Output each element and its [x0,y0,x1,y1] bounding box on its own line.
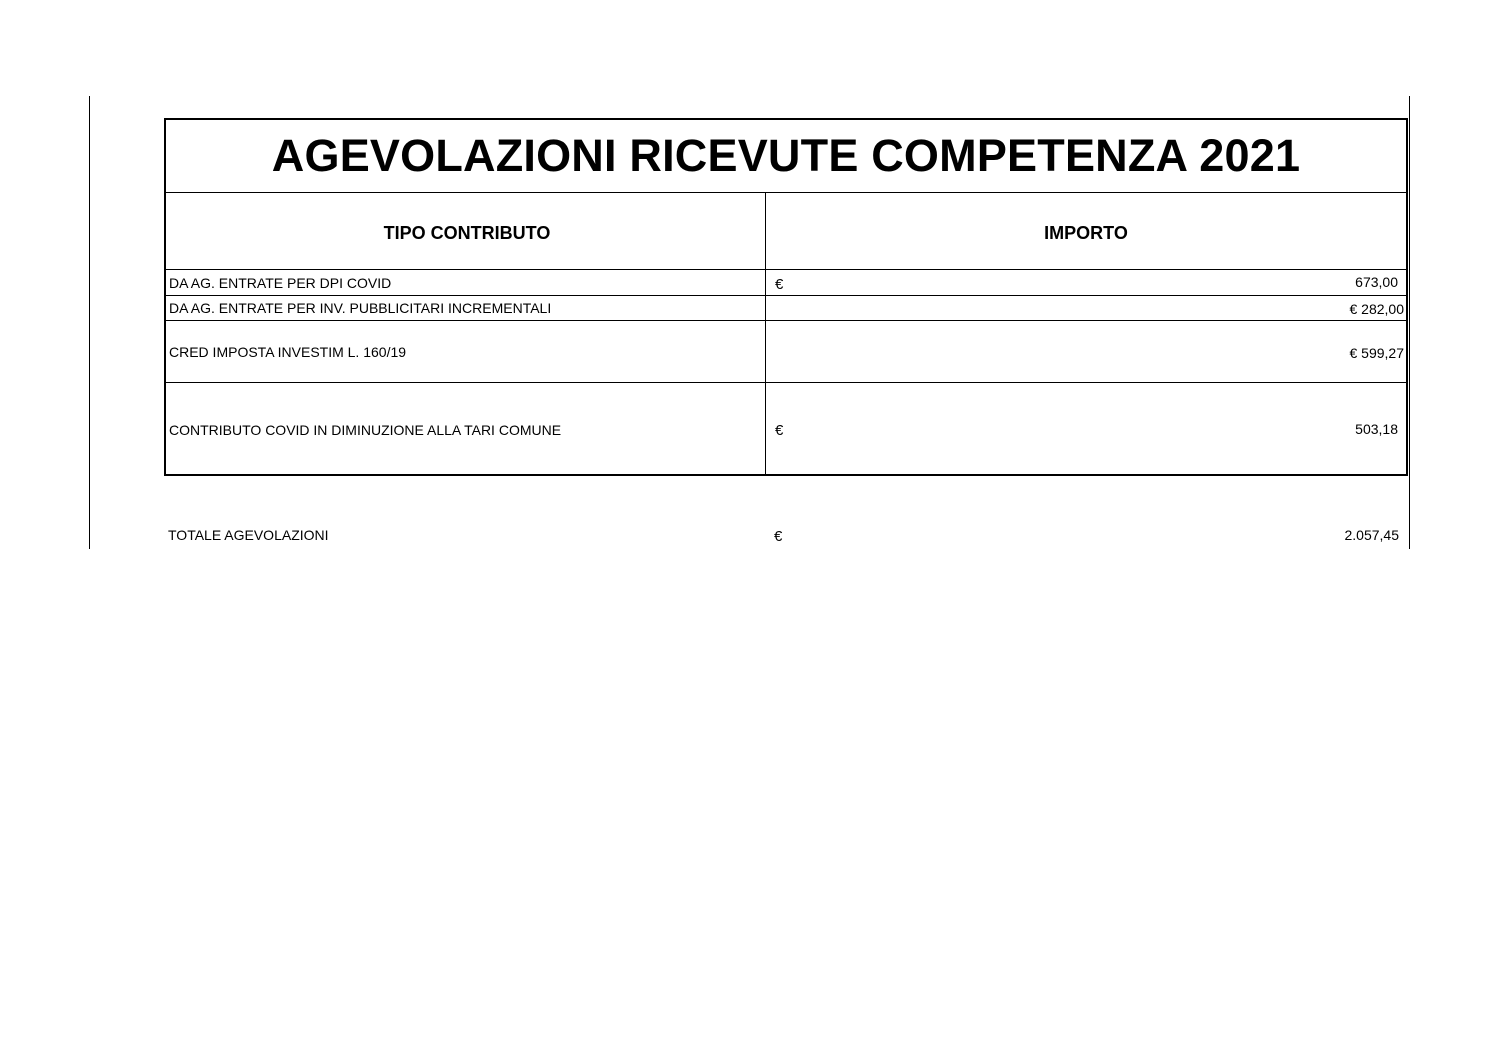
row-type-cell [166,296,766,320]
header-amount-label: IMPORTO [1044,222,1128,243]
table-row [166,270,1406,296]
row-type-cell [166,383,766,476]
row-type-cell [166,321,766,382]
row-type-cell [166,270,766,295]
table-row [166,383,1406,476]
row-amount-cell [766,321,1406,382]
page-title: AGEVOLAZIONI RICEVUTE COMPETENZA 2021 [271,130,1301,181]
header-amount-cell [766,193,1406,269]
currency-symbol: € [775,422,784,439]
right-page-border [1409,96,1410,549]
table-row [166,296,1406,321]
row-type-label: DA AG. ENTRATE PER DPI COVID [169,274,392,291]
header-row [166,193,1406,270]
row-amount-cell [766,270,1406,295]
row-type-label: DA AG. ENTRATE PER INV. PUBBLICITARI INCREMENTALI [169,300,552,316]
row-amount-value: 503,18 [1355,421,1398,437]
currency-symbol: € [775,276,784,293]
left-page-border [89,96,90,549]
row-amount-value: 673,00 [1355,274,1398,290]
total-amount: 2.057,45 [1344,527,1399,543]
row-amount-value: € 599,27 [1349,345,1404,361]
table-row [166,321,1406,383]
total-currency-symbol: € [774,528,783,545]
total-label: TOTALE AGEVOLAZIONI [168,527,329,543]
row-type-label: CONTRIBUTO COVID IN DIMINUZIONE ALLA TARI COMUNE [169,421,562,438]
title-row [166,120,1406,193]
row-amount-value: € 282,00 [1349,301,1404,317]
subsidies-table [164,118,1408,476]
row-amount-cell [766,383,1406,476]
header-type-cell [166,193,766,269]
row-amount-cell [766,296,1406,320]
header-type-label: TIPO CONTRIBUTO [383,222,551,243]
row-type-label: CRED IMPOSTA INVESTIM L. 160/19 [169,343,407,360]
